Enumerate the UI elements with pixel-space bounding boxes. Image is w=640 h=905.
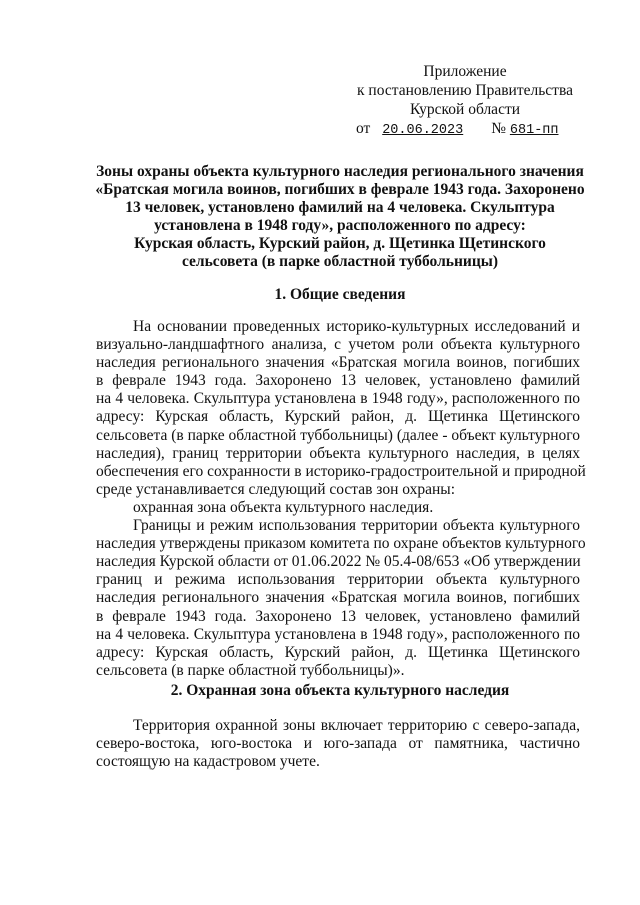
- title-line: «Братская могила воинов, погибших в феврале 1943 года. Захоронено: [95, 181, 585, 198]
- paragraph-line: сельсовета (в парке областной туббольницы)».: [96, 661, 405, 679]
- paragraph-line: обеспечения его сохранности в историко-градостроительной и природной: [96, 462, 586, 480]
- paragraph-line: охранная зона объекта культурного наследия.: [133, 498, 434, 516]
- title-line: 13 человек, установлено фамилий на 4 человека. Скульптура: [125, 199, 555, 216]
- paragraph-line: наследия), границ территории объекта культурного наследия, в целях: [96, 444, 580, 462]
- paragraph-line: наследия регионального значения «Братская могила воинов, погибших: [96, 589, 580, 607]
- paragraph-line: в феврале 1943 года. Захоронено 13 человек, установлено фамилий: [96, 607, 580, 625]
- paragraph-line: адресу: Курская область, Курский район, д. Щетинка Щетинского: [96, 408, 580, 426]
- paragraph-line: северо-востока, юго-востока и юго-запада от памятника, частично: [96, 735, 580, 753]
- paragraph-line: наследия Курской области от 01.06.2022 № 05.4-08/653 «Об утверждении: [96, 553, 581, 571]
- order-number: 681-пп: [509, 123, 559, 138]
- paragraph-line: среде устанавливается следующий состав зон охраны:: [96, 480, 456, 498]
- title-line: Курская область, Курский район, д. Щетинка Щетинского: [134, 235, 546, 252]
- paragraph-line: адресу: Курская область, Курский район, д. Щетинка Щетинского: [96, 643, 580, 661]
- paragraph-line: на 4 человека. Скульптура установлена в 1948 году», расположенного по: [96, 390, 580, 408]
- order-prefix: от: [356, 120, 371, 137]
- section-1-text: [96, 318, 586, 680]
- paragraph-line: в феврале 1943 года. Захоронено 13 человек, установлено фамилий: [96, 372, 580, 390]
- order-date: 20.06.2023: [382, 123, 464, 138]
- title-line: Зоны охраны объекта культурного наследия регионального значения: [96, 163, 584, 180]
- appendix-label: Приложение: [423, 63, 507, 80]
- title-line: сельсовета (в парке областной туббольницы): [181, 253, 499, 270]
- appendix-block: [340, 62, 590, 140]
- paragraph-line: состоящую на кадастровом учете.: [96, 753, 320, 771]
- paragraph-line: На основании проведенных историко-культурных исследований и: [133, 318, 580, 335]
- appendix-region-line: Курской области: [409, 101, 521, 118]
- paragraph-line: наследия регионального значения «Братская могила воинов, погибших: [96, 354, 580, 372]
- paragraph-line: сельсовета (в парке областной туббольницы) (далее - объект культурного: [96, 426, 580, 444]
- title-line: установлена в 1948 году», расположенного по адресу:: [154, 217, 526, 234]
- section-2-heading: 2. Охранная зона объекта культурного наследия: [170, 682, 510, 699]
- paragraph-line: Территория охранной зоны включает территорию с северо-запада,: [133, 717, 580, 734]
- paragraph-line: на 4 человека. Скульптура установлена в 1948 году», расположенного по: [96, 625, 580, 643]
- section-2-text: [96, 717, 580, 771]
- order-line: [340, 119, 590, 140]
- document-title: [95, 163, 585, 271]
- paragraph-line: Границы и режим использования территории объекта культурного: [133, 517, 580, 535]
- order-number-prefix: №: [491, 120, 507, 137]
- paragraph-line: визуально-ландшафтного анализа, с учетом роли объекта культурного: [96, 336, 580, 354]
- section-1-heading: 1. Общие сведения: [274, 286, 406, 303]
- appendix-decree-line: к постановлению Правительства: [357, 82, 573, 99]
- paragraph-line: наследия утверждены приказом комитета по охране объектов культурного: [96, 535, 586, 553]
- paragraph-line: границ и режима использования территории объекта культурного: [96, 571, 580, 589]
